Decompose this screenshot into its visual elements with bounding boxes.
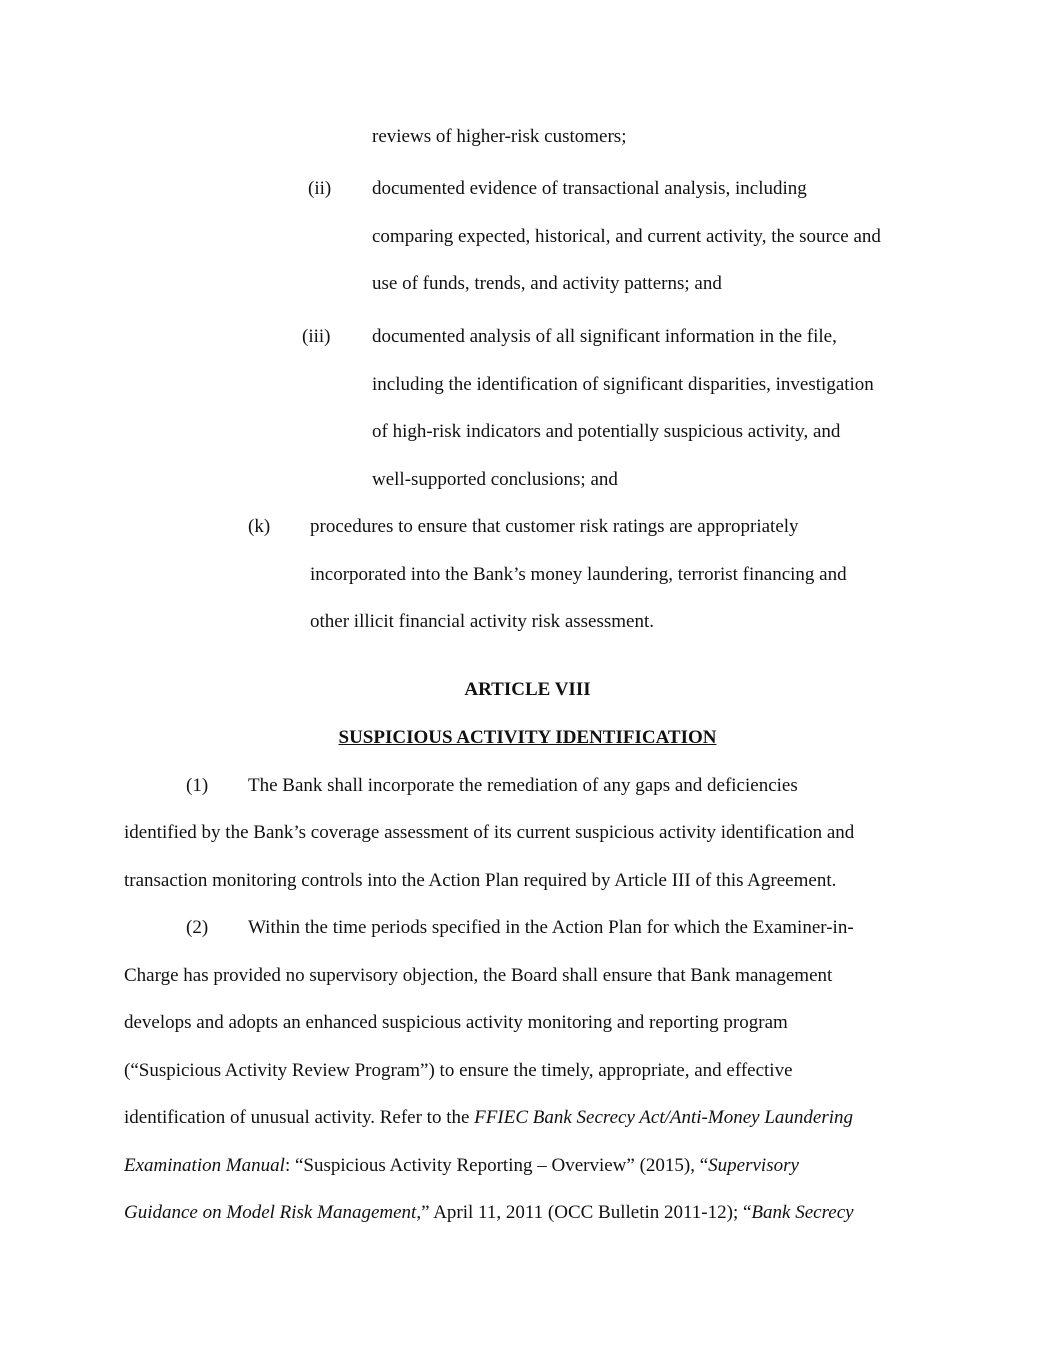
para-1-line-2: identified by the Bank’s coverage assessment of its current suspicious activity identification and — [124, 822, 855, 843]
item-k-line-1: procedures to ensure that customer risk ratings are appropriately — [310, 516, 799, 537]
para-2-line-1: Within the time periods specified in the Action Plan for which the Examiner-in- — [248, 917, 854, 938]
para-1-label: (1) — [186, 775, 209, 796]
continuation-line: reviews of higher-risk customers; — [372, 126, 627, 147]
item-k-label: (k) — [248, 516, 271, 537]
para-2-line-5-text: identification of unusual activity. Refer to the — [124, 1107, 475, 1128]
para-2-line-4: (“Suspicious Activity Review Program”) to ensure the timely, appropriate, and effective — [124, 1060, 793, 1081]
item-k-line-3: other illicit financial activity risk assessment. — [310, 611, 655, 632]
bank-secrecy-title-start: Bank Secrecy — [751, 1202, 854, 1223]
para-2-line-5 — [124, 1107, 853, 1129]
article-title-wrap — [0, 727, 1055, 749]
supervisory-title-start: Supervisory — [708, 1155, 799, 1176]
article-number: ARTICLE VIII — [464, 679, 591, 700]
para-2-line-6-text: : “Suspicious Activity Reporting – Overview” (2015), “ — [284, 1155, 709, 1176]
para-1-line-3: transaction monitoring controls into the Action Plan required by Article III of this Agreement. — [124, 870, 837, 891]
article-title: SUSPICIOUS ACTIVITY IDENTIFICATION — [338, 727, 717, 748]
item-ii-line-1: documented evidence of transactional analysis, including — [372, 178, 807, 199]
item-ii-line-3: use of funds, trends, and activity patterns; and — [372, 273, 722, 294]
item-iii-line-3: of high-risk indicators and potentially suspicious activity, and — [372, 421, 841, 442]
item-ii-label: (ii) — [308, 178, 332, 199]
item-iii-line-2: including the identification of significant disparities, investigation — [372, 374, 874, 395]
item-k-line-2: incorporated into the Bank’s money laundering, terrorist financing and — [310, 564, 847, 585]
item-iii-line-1: documented analysis of all significant information in the file, — [372, 326, 837, 347]
ffiec-manual-title: FFIEC Bank Secrecy Act/Anti-Money Laundering — [474, 1107, 853, 1128]
examination-manual-title: Examination Manual — [124, 1155, 285, 1176]
para-2-line-6 — [124, 1155, 799, 1177]
para-2-label: (2) — [186, 917, 209, 938]
model-risk-guidance-title: Guidance on Model Risk Management — [124, 1202, 417, 1223]
para-2-line-7-text: ,” April 11, 2011 (OCC Bulletin 2011-12); “ — [416, 1202, 752, 1223]
item-iii-line-4: well-supported conclusions; and — [372, 469, 618, 490]
para-1-line-1: The Bank shall incorporate the remediation of any gaps and deficiencies — [248, 775, 798, 796]
para-2-line-2: Charge has provided no supervisory objection, the Board shall ensure that Bank management — [124, 965, 833, 986]
para-2-line-7 — [124, 1202, 854, 1224]
item-ii-line-2: comparing expected, historical, and current activity, the source and — [372, 226, 881, 247]
para-2-line-3: develops and adopts an enhanced suspicious activity monitoring and reporting program — [124, 1012, 788, 1033]
item-iii-label: (iii) — [302, 326, 331, 347]
